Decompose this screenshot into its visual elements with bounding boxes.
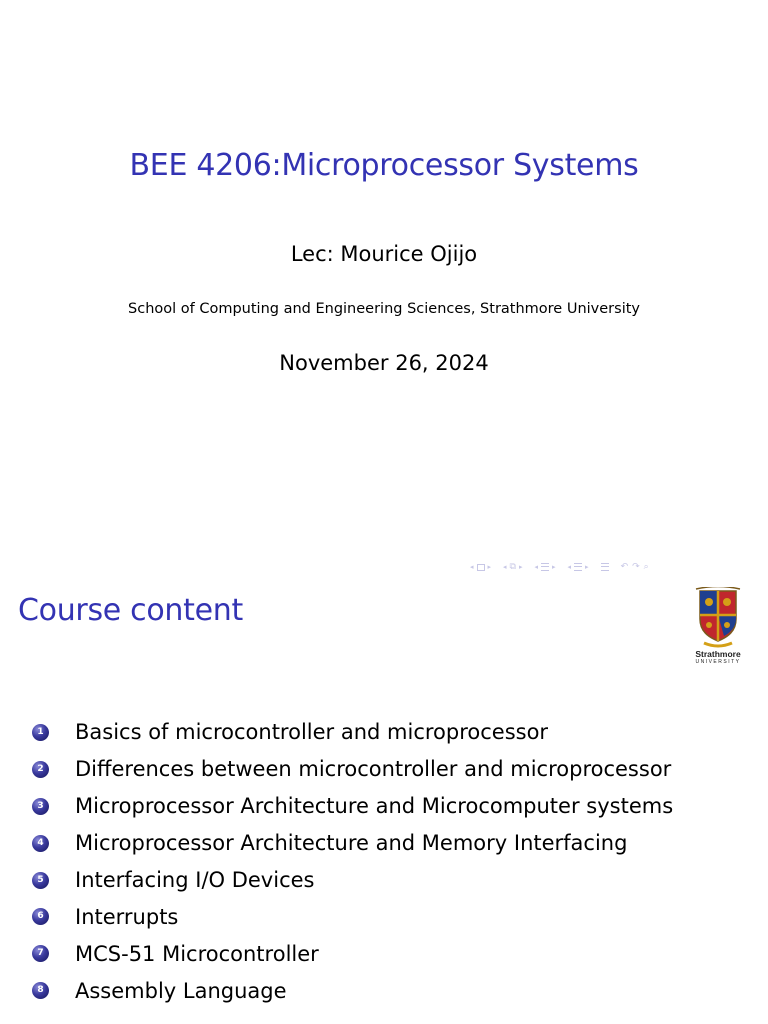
nav-subsection-icon[interactable] <box>574 563 582 571</box>
list-item-text: Microprocessor Architecture and Memory Interfacing <box>75 831 628 856</box>
nav-prev-arrow-icon[interactable]: ◂ <box>567 563 572 571</box>
list-item <box>32 714 673 751</box>
list-item <box>32 898 673 935</box>
enum-ball-icon: 1 <box>32 724 49 741</box>
nav-search-control[interactable] <box>621 562 650 572</box>
enum-ball-icon: 7 <box>32 945 49 962</box>
nav-next-arrow-icon[interactable]: ▸ <box>518 563 523 571</box>
beamer-navigation-bar <box>470 559 658 575</box>
list-item-text: Microprocessor Architecture and Microcomputer systems <box>75 794 674 819</box>
nav-forward-icon[interactable]: ↷ <box>632 562 641 572</box>
nav-subsection-control[interactable] <box>503 562 522 572</box>
logo-name: Strathmore <box>695 649 741 659</box>
nav-section-control[interactable] <box>535 563 556 571</box>
nav-section-icon[interactable] <box>541 563 549 571</box>
nav-toc-control[interactable] <box>601 563 609 571</box>
nav-frame-control[interactable] <box>470 563 491 571</box>
frame-title: Course content <box>18 593 243 628</box>
list-item-text: Assembly Language <box>75 978 287 1003</box>
date: November 26, 2024 <box>279 351 489 375</box>
content-slide <box>0 576 768 1024</box>
logo-subtitle: UNIVERSITY <box>695 659 741 665</box>
presentation-title: BEE 4206:Microprocessor Systems <box>129 148 639 183</box>
list-item-text: MCS-51 Microcontroller <box>75 941 319 966</box>
nav-search-icon[interactable]: ⌕ <box>643 562 650 572</box>
nav-frame-icon[interactable] <box>477 564 485 571</box>
nav-section-control-2[interactable] <box>568 563 589 571</box>
institute: School of Computing and Engineering Sciences, Strathmore University <box>128 301 640 317</box>
list-item <box>32 972 673 1009</box>
enum-ball-icon: 8 <box>32 982 49 999</box>
nav-prev-arrow-icon[interactable]: ◂ <box>534 563 539 571</box>
enum-ball-icon: 3 <box>32 798 49 815</box>
list-item-text: Interrupts <box>75 904 179 929</box>
list-item <box>32 751 673 788</box>
author: Lec: Mourice Ojijo <box>290 242 478 266</box>
strathmore-crest-icon <box>688 587 748 649</box>
list-item <box>32 825 673 862</box>
enum-ball-icon: 4 <box>32 835 49 852</box>
nav-back-icon[interactable]: ↶ <box>620 562 630 572</box>
list-item <box>32 935 673 972</box>
nav-next-arrow-icon[interactable]: ▸ <box>585 563 589 571</box>
nav-next-arrow-icon[interactable]: ▸ <box>487 563 492 571</box>
course-content-list <box>32 714 673 1009</box>
list-item-text: Basics of microcontroller and microprocessor <box>75 720 549 745</box>
list-item <box>32 788 673 825</box>
nav-subsection-icon[interactable]: ⧉ <box>509 562 516 572</box>
enum-ball-icon: 5 <box>32 872 49 889</box>
nav-prev-arrow-icon[interactable]: ◂ <box>470 563 474 571</box>
nav-next-arrow-icon[interactable]: ▸ <box>552 563 556 571</box>
nav-toc-icon[interactable] <box>601 563 609 571</box>
enum-ball-icon: 6 <box>32 908 49 925</box>
enum-ball-icon: 2 <box>32 761 49 778</box>
list-item-text: Interfacing I/O Devices <box>75 868 315 892</box>
list-item <box>32 862 673 899</box>
strathmore-logo <box>688 587 748 667</box>
nav-prev-arrow-icon[interactable]: ◂ <box>503 563 507 571</box>
list-item-text: Differences between microcontroller and microprocessor <box>75 757 672 782</box>
